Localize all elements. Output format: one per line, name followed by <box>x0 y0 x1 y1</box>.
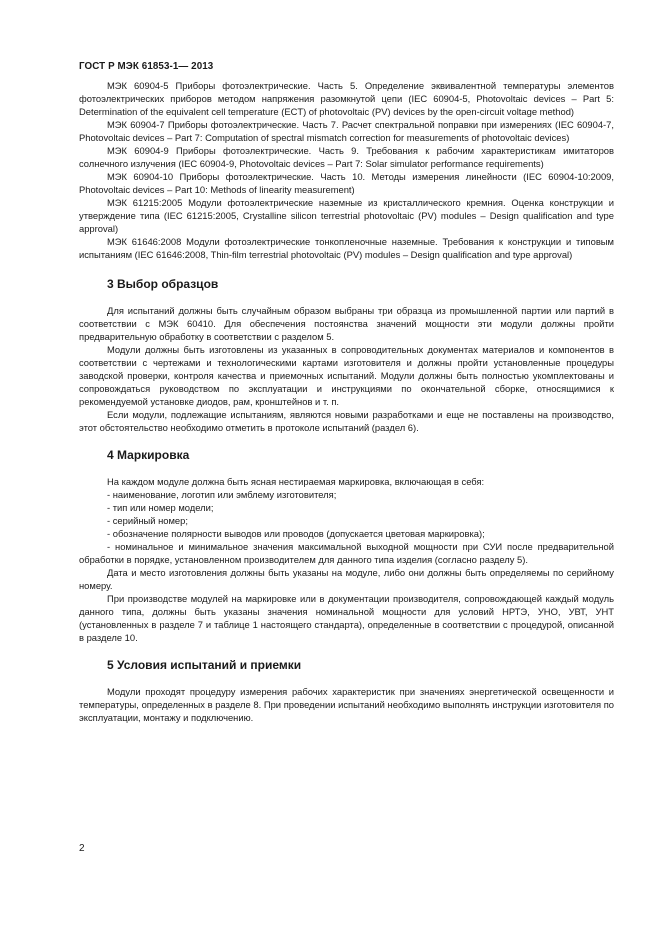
reference-item: МЭК 60904-10 Приборы фотоэлектрические. Часть 10. Методы измерения линейности (IEC 60904-10:2009, Photovoltaic devices – Part 10: Methods of linearity measurement) <box>79 171 614 195</box>
marking-item: - обозначение полярности выводов или проводов (допускается цветовая маркировка); <box>107 528 485 539</box>
page-number: 2 <box>79 843 85 854</box>
section-4-heading: 4 Маркировка <box>107 448 190 462</box>
references-list <box>79 79 614 261</box>
section-5-heading: 5 Условия испытаний и приемки <box>107 658 302 672</box>
marking-item: - тип или номер модели; <box>107 502 214 513</box>
marking-item: - серийный номер; <box>107 515 188 526</box>
reference-item: МЭК 60904-5 Приборы фотоэлектрические. Часть 5. Определение эквивалентной температуры элементов фотоэлектрических приборов методом напряжения разомкнутой цепи (IEC 60904-5, Photovoltaic devices – Part 5: Determination of the equivalent cell temperature (ECT) of photovoltaic (PV) devices by the open-circuit voltage method) <box>79 80 614 117</box>
document-body <box>79 79 614 724</box>
section-4-paragraph: Дата и место изготовления должны быть указаны на модуле, либо они должны быть определяемы по серийному номеру. <box>79 567 614 591</box>
section-4-intro: На каждом модуле должна быть ясная нестираемая маркировка, включающая в себя: <box>107 476 485 487</box>
reference-item: МЭК 61646:2008 Модули фотоэлектрические тонкопленочные наземные. Требования к конструкции и типовым испытаниям (IEC 61646:2008, Thin-film terrestrial photovoltaic (PV) modules – Design qualification and type approval) <box>79 236 614 260</box>
section-3-paragraph: Для испытаний должны быть случайным образом выбраны три образца из промышленной партии или партий в соответствии с МЭК 60410. Для обеспечения постоянства значений мощности эти модули должны пройти предварительную обработку в соответствии с разделом 5. <box>79 305 614 342</box>
section-4-paragraph: При производстве модулей на маркировке или в документации производителя, сопровождающей каждый модуль данного типа, должны быть указаны значения номинальной мощности для условий НРТЭ, УНО, УВТ, УНТ (установленных в разделе 7 и таблице 1 настоящего стандарта), определенные в соответствии с процедурой, описанной в разделе 10. <box>79 593 614 643</box>
reference-item: МЭК 60904-9 Приборы фотоэлектрические. Часть 9. Требования к рабочим характеристикам имитаторов солнечного излучения (IEC 60904-9, Photovoltaic devices – Part 7: Solar simulator performance requirements) <box>79 145 614 169</box>
reference-item: МЭК 60904-7 Приборы фотоэлектрические. Часть 7. Расчет спектральной поправки при измерениях (IEC 60904-7, Photovoltaic devices – Part 7: Computation of spectral mismatch correction for measurements of photovoltaic devices) <box>79 119 614 143</box>
section-5-paragraph: Модули проходят процедуру измерения рабочих характеристик при значениях энергетической освещенности и температуры, определенных в разделе 8. При проведении испытаний необходимо выполнять инструкции изготовителя по эксплуатации, монтажу и подключению. <box>79 686 614 723</box>
section-3-heading: 3 Выбор образцов <box>107 277 219 291</box>
section-3-paragraph: Если модули, подлежащие испытаниям, являются новыми разработками и еще не поставлены на производство, этот обстоятельство необходимо отметить в протоколе испытаний (раздел 6). <box>79 409 614 433</box>
section-3-paragraph: Модули должны быть изготовлены из указанных в сопроводительных документах материалов и компонентов в соответствии с чертежами и технологическими картами изготовителя и должны пройти установленные процедуры заводской проверки, контроля качества и приемочных испытаний. Модули должны быть полностью укомплектованы и сопровождаться руководством по эксплуатации и инструкциями по окончательной сборке, относящимися к рекомендуемой установке диодов, рам, кронштейнов и т. п. <box>79 344 614 407</box>
marking-item: - номинальное и минимальное значения максимальной выходной мощности при СУИ после предварительной обработки в порядке, установленном производителем для данного типа изделия (согласно разделу 5). <box>79 541 614 565</box>
marking-item: - наименование, логотип или эмблему изготовителя; <box>107 489 337 500</box>
reference-item: МЭК 61215:2005 Модули фотоэлектрические наземные из кристаллического кремния. Оценка конструкции и утверждение типа (IEC 61215:2005, Crystalline silicon terrestrial photovoltaic (PV) modules – Design qualification and type approval) <box>79 197 614 234</box>
document-header: ГОСТ Р МЭК 61853-1— 2013 <box>79 61 214 72</box>
